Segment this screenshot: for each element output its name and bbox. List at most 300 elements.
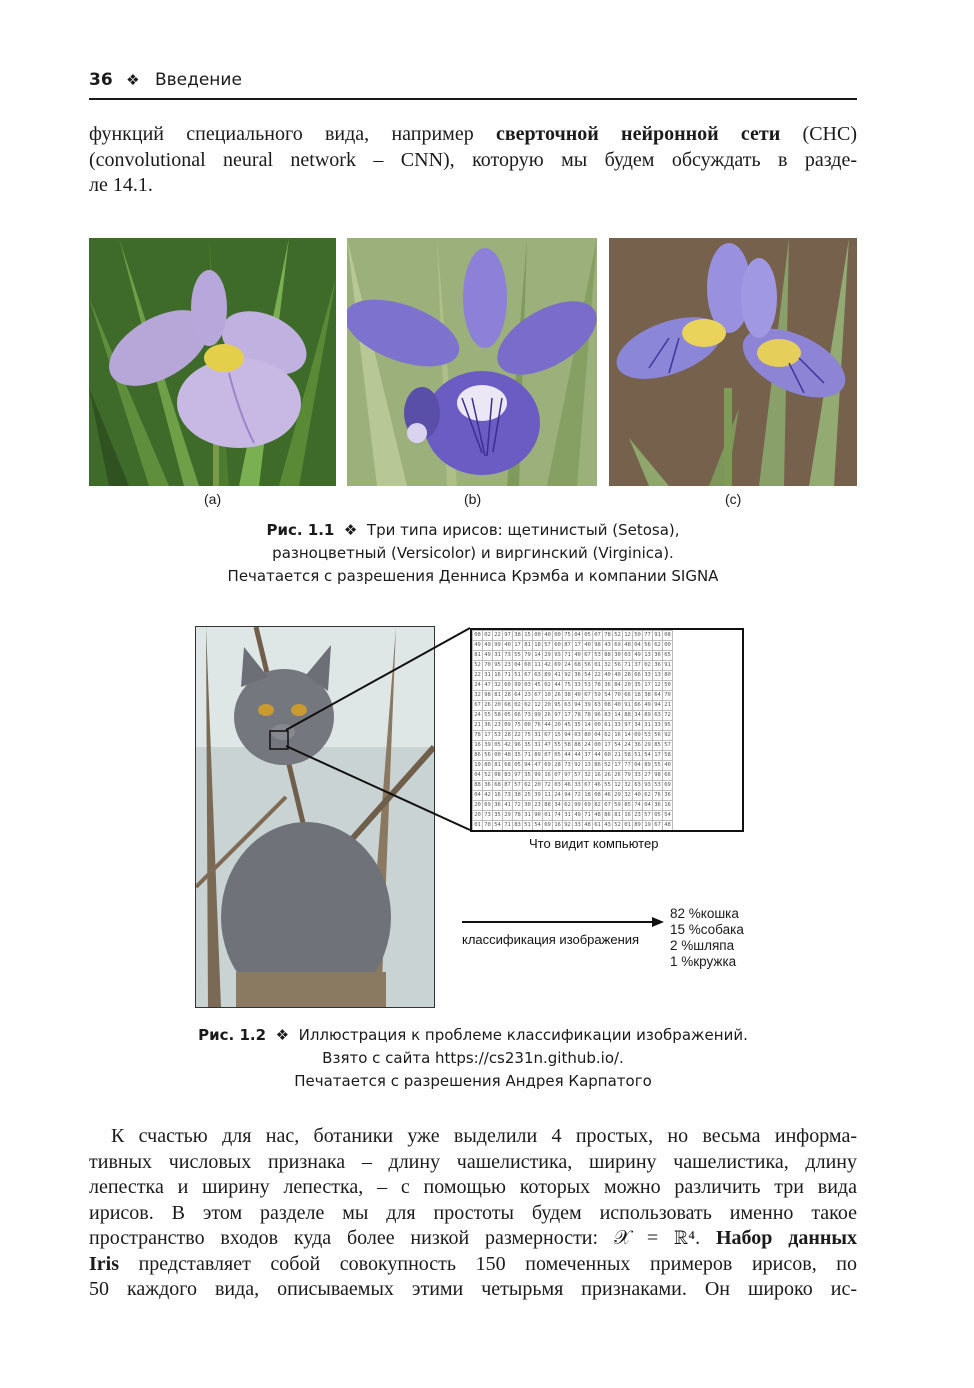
pixel-value: 05 bbox=[583, 631, 593, 641]
pixel-value: 85 bbox=[653, 741, 663, 751]
pixel-value: 75 bbox=[563, 681, 573, 691]
pixel-value: 13 bbox=[643, 651, 653, 661]
pixel-value: 56 bbox=[483, 751, 493, 761]
pixel-value: 36 bbox=[653, 661, 663, 671]
pixel-value: 99 bbox=[533, 711, 543, 721]
pixel-value: 31 bbox=[493, 651, 503, 661]
pixel-value: 59 bbox=[613, 801, 623, 811]
pixel-value: 35 bbox=[573, 721, 583, 731]
pixel-value: 36 bbox=[603, 681, 613, 691]
pixel-value: 66 bbox=[623, 691, 633, 701]
pixel-value: 54 bbox=[663, 811, 673, 821]
pixel-value: 95 bbox=[663, 721, 673, 731]
pixel-value: 20 bbox=[543, 701, 553, 711]
pixel-value: 23 bbox=[533, 801, 543, 811]
pixel-row bbox=[473, 641, 673, 651]
pixel-value: 67 bbox=[533, 691, 543, 701]
pixel-value: 15 bbox=[523, 631, 533, 641]
pixel-value: 89 bbox=[543, 671, 553, 681]
pixel-value: 33 bbox=[573, 681, 583, 691]
pixel-value: 88 bbox=[543, 801, 553, 811]
classification-results bbox=[670, 906, 744, 970]
pixel-value: 96 bbox=[593, 711, 603, 721]
pixel-value: 56 bbox=[643, 641, 653, 651]
pixel-value: 11 bbox=[533, 661, 543, 671]
pixel-value: 13 bbox=[653, 671, 663, 681]
pixel-value: 05 bbox=[513, 761, 523, 771]
pixel-value: 95 bbox=[493, 661, 503, 671]
pixel-value: 16 bbox=[473, 741, 483, 751]
pixel-value: 91 bbox=[623, 701, 633, 711]
pixel-value: 20 bbox=[473, 811, 483, 821]
pixel-value: 49 bbox=[483, 651, 493, 661]
pixel-value: 71 bbox=[503, 821, 513, 831]
pixel-value: 88 bbox=[603, 651, 613, 661]
pixel-value: 82 bbox=[593, 801, 603, 811]
pixel-value: 99 bbox=[573, 801, 583, 811]
pixel-value: 16 bbox=[553, 821, 563, 831]
pixel-value: 53 bbox=[653, 781, 663, 791]
pixel-value: 55 bbox=[653, 761, 663, 771]
pixel-value: 78 bbox=[583, 711, 593, 721]
pixel-value: 35 bbox=[523, 741, 533, 751]
pixel-value: 69 bbox=[583, 801, 593, 811]
pixel-row bbox=[473, 771, 673, 781]
pixel-value: 32 bbox=[623, 791, 633, 801]
text-line: Iris представляет собой совокупность 150 помеченных примеров ирисов, по bbox=[89, 1252, 857, 1275]
subfigure-label-a: (a) bbox=[204, 491, 222, 507]
pixel-value: 26 bbox=[603, 771, 613, 781]
text-line: ле 14.1. bbox=[89, 174, 153, 196]
text-line: К счастью для нас, ботаники уже выделили 4 простых, но весьма информа- bbox=[111, 1125, 857, 1147]
pixel-value: 66 bbox=[513, 711, 523, 721]
pixel-value: 40 bbox=[633, 791, 643, 801]
pixel-value: 62 bbox=[523, 701, 533, 711]
pixel-value: 05 bbox=[503, 711, 513, 721]
pixel-value: 81 bbox=[523, 641, 533, 651]
pixel-value: 23 bbox=[503, 661, 513, 671]
pixel-value: 46 bbox=[563, 781, 573, 791]
pixel-value: 62 bbox=[523, 781, 533, 791]
pixel-value: 98 bbox=[593, 641, 603, 651]
text-line: (convolutional neural network – CNN), которую мы будем обсуждать в разде- bbox=[89, 148, 857, 171]
pixel-value: 89 bbox=[633, 821, 643, 831]
pixel-value: 55 bbox=[553, 741, 563, 751]
pixel-value: 13 bbox=[583, 761, 593, 771]
pixel-value: 39 bbox=[483, 741, 493, 751]
pixel-value: 36 bbox=[633, 741, 643, 751]
pixel-value: 71 bbox=[503, 671, 513, 681]
pixel-value: 07 bbox=[553, 771, 563, 781]
pixel-value: 69 bbox=[543, 821, 553, 831]
pixel-value: 40 bbox=[613, 671, 623, 681]
pixel-value: 69 bbox=[663, 781, 673, 791]
pixel-value-table bbox=[472, 630, 673, 831]
pixel-value: 47 bbox=[533, 761, 543, 771]
pixel-value: 22 bbox=[593, 671, 603, 681]
pixel-value: 24 bbox=[473, 711, 483, 721]
pixel-value: 76 bbox=[533, 721, 543, 731]
pixel-value: 40 bbox=[603, 671, 613, 681]
pixel-value: 28 bbox=[623, 671, 633, 681]
pixel-value: 00 bbox=[593, 721, 603, 731]
pixel-value: 67 bbox=[583, 781, 593, 791]
pixel-value: 54 bbox=[603, 691, 613, 701]
pixel-value: 36 bbox=[663, 791, 673, 801]
pixel-value: 32 bbox=[583, 771, 593, 781]
pixel-value: 44 bbox=[553, 681, 563, 691]
pixel-value: 05 bbox=[553, 751, 563, 761]
pixel-value: 01 bbox=[543, 811, 553, 821]
pixel-value: 93 bbox=[643, 781, 653, 791]
pixel-value: 35 bbox=[513, 751, 523, 761]
page-number: 36 bbox=[89, 70, 113, 90]
pixel-value: 77 bbox=[623, 761, 633, 771]
pixel-value: 24 bbox=[563, 661, 573, 671]
pixel-value: 78 bbox=[573, 711, 583, 721]
pixel-value: 67 bbox=[543, 731, 553, 741]
pixel-value: 71 bbox=[523, 751, 533, 761]
pixel-value: 71 bbox=[563, 651, 573, 661]
pixel-value: 68 bbox=[503, 701, 513, 711]
pixel-value: 22 bbox=[513, 731, 523, 741]
pixel-value: 04 bbox=[513, 661, 523, 671]
figure-1-caption: Рис. 1.1 ❖ Три типа ирисов: щетинистый (Setosa), разноцветный (Versicolor) и виргинский (Virginica). Печатается с разрешения Денниса Крэмба и компании SIGNA bbox=[227, 521, 719, 585]
pixel-value: 75 bbox=[513, 721, 523, 731]
pixel-value: 72 bbox=[513, 801, 523, 811]
pixel-value: 72 bbox=[663, 711, 673, 721]
pixel-value: 23 bbox=[523, 691, 533, 701]
pixel-value: 41 bbox=[553, 671, 563, 681]
pixel-value: 28 bbox=[503, 731, 513, 741]
pixel-value: 97 bbox=[623, 721, 633, 731]
pixel-value: 51 bbox=[633, 751, 643, 761]
pixel-value: 48 bbox=[593, 811, 603, 821]
pixel-value: 94 bbox=[563, 731, 573, 741]
pixel-value: 72 bbox=[573, 791, 583, 801]
pixel-value: 83 bbox=[503, 771, 513, 781]
pixel-value: 00 bbox=[493, 751, 503, 761]
pixel-row bbox=[473, 711, 673, 721]
pixel-value: 58 bbox=[493, 711, 503, 721]
pixel-value: 38 bbox=[643, 691, 653, 701]
bold-term: Набор данных bbox=[700, 1227, 858, 1249]
pixel-value: 68 bbox=[573, 661, 583, 671]
pixel-value: 86 bbox=[603, 811, 613, 821]
pixel-value: 22 bbox=[493, 631, 503, 641]
pixel-value: 32 bbox=[603, 661, 613, 671]
pixel-value: 60 bbox=[523, 661, 533, 671]
pixel-value: 49 bbox=[633, 651, 643, 661]
pixel-value: 55 bbox=[603, 781, 613, 791]
pixel-value: 72 bbox=[543, 781, 553, 791]
pixel-value: 36 bbox=[493, 801, 503, 811]
text-line: 50 каждого вида, описываемых этими четырьмя признаками. Он широко ис- bbox=[89, 1278, 857, 1300]
pixel-value: 63 bbox=[633, 781, 643, 791]
pixel-value: 59 bbox=[593, 691, 603, 701]
main-paragraph bbox=[89, 1124, 857, 1303]
pixel-value: 64 bbox=[513, 691, 523, 701]
pixel-row bbox=[473, 691, 673, 701]
pixel-row bbox=[473, 811, 673, 821]
pixel-value: 18 bbox=[633, 691, 643, 701]
pixel-value: 87 bbox=[563, 641, 573, 651]
pixel-value: 67 bbox=[603, 801, 613, 811]
pixel-grid bbox=[470, 628, 744, 832]
pixel-value: 78 bbox=[593, 681, 603, 691]
pixel-value: 31 bbox=[533, 741, 543, 751]
pixel-value: 08 bbox=[593, 791, 603, 801]
pixel-value: 94 bbox=[573, 701, 583, 711]
pixel-value: 79 bbox=[523, 651, 533, 661]
pixel-value: 36 bbox=[653, 651, 663, 661]
pixel-value: 57 bbox=[513, 781, 523, 791]
pixel-value: 23 bbox=[493, 721, 503, 731]
pixel-value: 86 bbox=[473, 751, 483, 761]
pixel-value: 70 bbox=[613, 691, 623, 701]
pixel-value: 66 bbox=[663, 771, 673, 781]
pixel-value: 80 bbox=[663, 671, 673, 681]
pixel-row bbox=[473, 681, 673, 691]
pixel-value: 53 bbox=[593, 651, 603, 661]
pixel-value: 80 bbox=[583, 731, 593, 741]
result-item: 2 %шляпа bbox=[670, 938, 735, 953]
pixel-value: 57 bbox=[643, 811, 653, 821]
pixel-value: 35 bbox=[633, 681, 643, 691]
pixel-value: 00 bbox=[523, 721, 533, 731]
pixel-value: 53 bbox=[643, 731, 653, 741]
pixel-value: 31 bbox=[563, 811, 573, 821]
pixel-value: 05 bbox=[653, 811, 663, 821]
pixel-value: 54 bbox=[643, 751, 653, 761]
pixel-value: 04 bbox=[633, 761, 643, 771]
pixel-value: 49 bbox=[473, 641, 483, 651]
computer-sees-label: Что видит компьютер bbox=[529, 836, 659, 851]
pixel-value: 73 bbox=[523, 711, 533, 721]
pixel-value: 14 bbox=[613, 711, 623, 721]
pixel-row bbox=[473, 631, 673, 641]
pixel-value: 02 bbox=[483, 631, 493, 641]
bold-term: сверточной нейронной сети bbox=[495, 123, 781, 145]
pixel-value: 45 bbox=[563, 721, 573, 731]
math-expression: 𝒳 = ℝ⁴. bbox=[613, 1227, 701, 1249]
pixel-value: 62 bbox=[643, 791, 653, 801]
pixel-value: 34 bbox=[633, 711, 643, 721]
pixel-value: 08 bbox=[493, 771, 503, 781]
pixel-value: 92 bbox=[663, 731, 673, 741]
pixel-value: 33 bbox=[573, 821, 583, 831]
pixel-row bbox=[473, 741, 673, 751]
pixel-value: 00 bbox=[663, 641, 673, 651]
text-line: ирисов. В этом разделе мы для простоты будем использовать именно такое bbox=[89, 1201, 857, 1224]
pixel-value: 01 bbox=[623, 821, 633, 831]
pixel-value: 36 bbox=[653, 801, 663, 811]
pixel-value: 75 bbox=[523, 731, 533, 741]
pixel-value: 03 bbox=[623, 651, 633, 661]
pixel-value: 25 bbox=[523, 791, 533, 801]
pixel-value: 68 bbox=[493, 781, 503, 791]
pixel-value: 40 bbox=[503, 641, 513, 651]
pixel-value: 99 bbox=[513, 681, 523, 691]
pixel-value: 83 bbox=[513, 821, 523, 831]
pixel-value: 08 bbox=[473, 631, 483, 641]
pixel-value: 69 bbox=[483, 801, 493, 811]
pixel-value: 68 bbox=[503, 761, 513, 771]
pixel-row bbox=[473, 761, 673, 771]
pixel-row bbox=[473, 671, 673, 681]
pixel-value: 58 bbox=[623, 751, 633, 761]
pixel-value: 92 bbox=[563, 821, 573, 831]
pixel-value: 81 bbox=[473, 651, 483, 661]
pixel-value: 43 bbox=[603, 641, 613, 651]
pixel-value: 29 bbox=[643, 741, 653, 751]
pixel-value: 96 bbox=[513, 741, 523, 751]
pixel-value: 48 bbox=[623, 641, 633, 651]
pixel-value: 40 bbox=[663, 761, 673, 771]
pixel-value: 12 bbox=[533, 701, 543, 711]
pixel-value: 62 bbox=[563, 801, 573, 811]
pixel-value: 08 bbox=[603, 701, 613, 711]
pixel-row bbox=[473, 731, 673, 741]
pixel-value: 85 bbox=[623, 801, 633, 811]
pixel-value: 26 bbox=[543, 711, 553, 721]
pixel-value: 83 bbox=[603, 711, 613, 721]
result-item: 82 %кошка bbox=[670, 906, 739, 921]
pixel-value: 81 bbox=[493, 761, 503, 771]
pixel-value: 01 bbox=[593, 661, 603, 671]
pixel-value: 78 bbox=[473, 731, 483, 741]
pixel-value: 24 bbox=[553, 791, 563, 801]
pixel-value: 93 bbox=[553, 651, 563, 661]
pixel-value: 50 bbox=[663, 681, 673, 691]
pixel-value: 00 bbox=[593, 741, 603, 751]
pixel-value: 18 bbox=[533, 641, 543, 651]
pixel-value: 44 bbox=[593, 751, 603, 761]
pixel-value: 40 bbox=[573, 651, 583, 661]
pixel-value: 70 bbox=[663, 691, 673, 701]
pixel-value: 62 bbox=[653, 641, 663, 651]
pixel-value: 48 bbox=[503, 751, 513, 761]
pixel-value: 04 bbox=[473, 791, 483, 801]
pixel-value: 70 bbox=[483, 821, 493, 831]
pixel-value: 14 bbox=[623, 731, 633, 741]
pixel-value: 66 bbox=[633, 671, 643, 681]
pixel-value: 14 bbox=[533, 651, 543, 661]
pixel-value: 89 bbox=[533, 751, 543, 761]
pixel-value: 92 bbox=[573, 761, 583, 771]
pixel-value: 38 bbox=[513, 791, 523, 801]
pixel-value: 58 bbox=[563, 741, 573, 751]
pixel-value: 38 bbox=[563, 691, 573, 701]
pixel-value: 75 bbox=[563, 631, 573, 641]
pixel-value: 20 bbox=[553, 721, 563, 731]
pixel-value: 37 bbox=[633, 661, 643, 671]
caption-separator-icon: ❖ bbox=[275, 1026, 290, 1044]
pixel-value: 21 bbox=[473, 721, 483, 731]
pixel-value: 20 bbox=[493, 701, 503, 711]
pixel-value: 98 bbox=[653, 771, 663, 781]
pixel-value: 04 bbox=[643, 801, 653, 811]
pixel-value: 50 bbox=[633, 631, 643, 641]
pixel-value: 02 bbox=[543, 681, 553, 691]
pixel-value: 63 bbox=[593, 701, 603, 711]
pixel-value: 03 bbox=[553, 781, 563, 791]
pixel-row bbox=[473, 721, 673, 731]
pixel-value: 99 bbox=[533, 771, 543, 781]
pixel-value: 40 bbox=[573, 691, 583, 701]
pixel-value: 20 bbox=[533, 781, 543, 791]
pixel-row bbox=[473, 821, 673, 831]
pixel-value: 16 bbox=[593, 771, 603, 781]
figure-2-caption: Рис. 1.2 ❖ Иллюстрация к проблеме классификации изображений. Взято с сайта https://cs231n.github.io/. Печатается с разрешения Андрея Карпатого bbox=[198, 1026, 748, 1090]
pixel-value: 52 bbox=[483, 771, 493, 781]
classification-label: классификация изображения bbox=[462, 932, 640, 947]
pixel-row bbox=[473, 781, 673, 791]
pixel-value: 17 bbox=[513, 641, 523, 651]
section-title: Введение bbox=[154, 70, 242, 90]
pixel-value: 38 bbox=[513, 631, 523, 641]
pixel-value: 46 bbox=[593, 781, 603, 791]
pixel-value: 71 bbox=[583, 811, 593, 821]
pixel-value: 92 bbox=[563, 671, 573, 681]
pixel-value: 33 bbox=[643, 671, 653, 681]
pixel-value: 84 bbox=[613, 681, 623, 691]
pixel-value: 02 bbox=[513, 701, 523, 711]
pixel-value: 97 bbox=[513, 771, 523, 781]
pixel-value: 91 bbox=[653, 631, 663, 641]
pixel-value: 66 bbox=[633, 701, 643, 711]
pixel-value: 54 bbox=[583, 671, 593, 681]
pixel-value: 21 bbox=[663, 701, 673, 711]
pixel-value: 73 bbox=[503, 791, 513, 801]
pixel-value: 99 bbox=[493, 641, 503, 651]
pixel-value: 17 bbox=[653, 751, 663, 761]
pixel-value: 24 bbox=[473, 681, 483, 691]
pixel-value: 42 bbox=[503, 741, 513, 751]
pixel-value: 60 bbox=[503, 681, 513, 691]
pixel-value: 60 bbox=[553, 641, 563, 651]
pixel-value: 78 bbox=[603, 631, 613, 641]
pixel-value: 65 bbox=[663, 651, 673, 661]
pixel-value: 73 bbox=[503, 651, 513, 661]
pixel-value: 28 bbox=[503, 691, 513, 701]
pixel-value: 10 bbox=[543, 691, 553, 701]
pixel-value: 30 bbox=[523, 801, 533, 811]
pixel-value: 88 bbox=[473, 781, 483, 791]
pixel-value: 91 bbox=[663, 661, 673, 671]
pixel-value: 15 bbox=[553, 731, 563, 741]
pixel-value: 90 bbox=[533, 811, 543, 821]
pixel-value: 74 bbox=[633, 801, 643, 811]
pixel-value: 40 bbox=[613, 701, 623, 711]
pixel-value: 17 bbox=[643, 681, 653, 691]
pixel-value: 16 bbox=[493, 791, 503, 801]
pixel-value: 41 bbox=[503, 801, 513, 811]
pixel-row bbox=[473, 701, 673, 711]
pixel-value: 14 bbox=[583, 721, 593, 731]
pixel-value: 53 bbox=[583, 681, 593, 691]
pixel-value: 49 bbox=[573, 811, 583, 821]
pixel-value: 04 bbox=[573, 631, 583, 641]
pixel-value: 73 bbox=[563, 761, 573, 771]
pixel-value: 36 bbox=[483, 721, 493, 731]
subfigure-label-c: (c) bbox=[725, 491, 742, 507]
pixel-value: 63 bbox=[533, 671, 543, 681]
pixel-value: 88 bbox=[573, 741, 583, 751]
caption-separator-icon: ❖ bbox=[343, 521, 358, 539]
pixel-value: 26 bbox=[613, 771, 623, 781]
pixel-value: 52 bbox=[613, 821, 623, 831]
